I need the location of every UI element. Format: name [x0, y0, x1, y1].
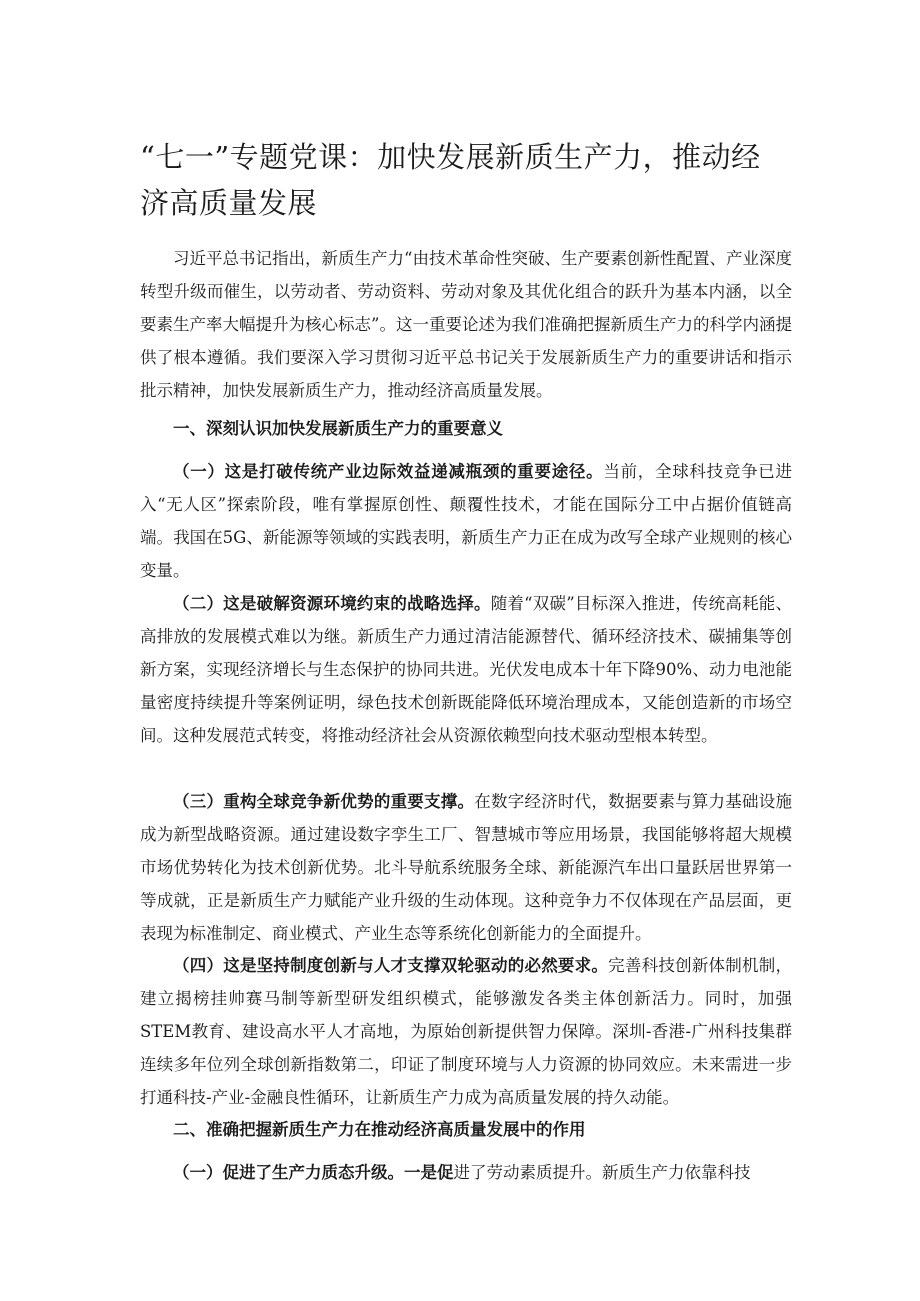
item-lead: （一）促进了生产力质态升级。一是促: [173, 1163, 454, 1182]
section-1-item-2: [140, 587, 792, 752]
item-text: 随着“双碳”目标深入推进，传统高耗能、高排放的发展模式难以为继。新质生产力通过清洁能源替代、循环经济技术、碳捕集等创新方案，实现经济增长与生态保护的协同共进。光伏发电成本十年下降90%、动力电池能量密度持续提升等案例证明，绿色技术创新既能降低环境治理成本，又能创造新的市场空间。这种发展范式转变，将推动经济社会从资源依赖型向技术驱动型根本转型。: [140, 594, 793, 745]
section-1-item-4: [140, 949, 792, 1114]
section-heading-2: 二、准确把握新质生产力在推动经济高质量发展中的作用: [173, 1120, 586, 1139]
intro-paragraph: 习近平总书记指出，新质生产力“由技术革命性突破、生产要素创新性配置、产业深度转型升级而催生，以劳动者、劳动资料、劳动对象及其优化组合的跃升为基本内涵，以全要素生产率大幅提升为核心标志”。这一重要论述为我们准确把握新质生产力的科学内涵提供了根本遵循。我们要深入学习贯彻习近平总书记关于发展新质生产力的重要讲话和指示批示精神，加快发展新质生产力，推动经济高质量发展。: [140, 249, 792, 400]
item-text: 在数字经济时代，数据要素与算力基础设施成为新型战略资源。通过建设数字孪生工厂、智慧城市等应用场景，我国能够将超大规模市场优势转化为技术创新优势。北斗导航系统服务全球、新能源汽车出口量跃居世界第一等成就，正是新质生产力赋能产业升级的生动体现。这种竞争力不仅体现在产品层面，更表现为标准制定、商业模式、产业生态等系统化创新能力的全面提升。: [140, 792, 793, 943]
section-1-item-3: [140, 785, 792, 950]
document-title: “七一”专题党课：加快发展新质生产力，推动经济高质量发展: [140, 140, 761, 220]
item-text: 进了劳动素质提升。新质生产力依靠科技: [453, 1163, 751, 1182]
section-2-item-1: [140, 1156, 792, 1189]
item-lead: （四）这是坚持制度创新与人才支撑双轮驱动的必然要求。: [173, 956, 609, 975]
item-lead: （一）这是打破传统产业边际效益递减瓶颈的重要途径。: [173, 462, 604, 481]
item-lead: （二）这是破解资源环境约束的战略选择。: [173, 594, 491, 613]
section-heading-1: 一、深刻认识加快发展新质生产力的重要意义: [173, 419, 503, 438]
item-text: 完善科技创新体制机制，建立揭榜挂帅赛马制等新型研发组织模式，能够激发各类主体创新活力。同时，加强STEM教育、建设高水平人才高地，为原始创新提供智力保障。深圳-香港-广州科技集群连续多年位列全球创新指数第二，印证了制度环境与人力资源的协同效应。未来需进一步打通科技-产业-金融良性循环，让新质生产力成为高质量发展的持久动能。: [140, 956, 793, 1107]
item-text: 当前，全球科技竞争已进入“无人区”探索阶段，唯有掌握原创性、颠覆性技术，才能在国际分工中占据价值链高端。我国在5G、新能源等领域的实践表明，新质生产力正在成为改写全球产业规则的核心变量。: [140, 462, 793, 580]
section-1-item-1: [140, 455, 792, 587]
item-lead: （三）重构全球竞争新优势的重要支撑。: [173, 792, 475, 811]
